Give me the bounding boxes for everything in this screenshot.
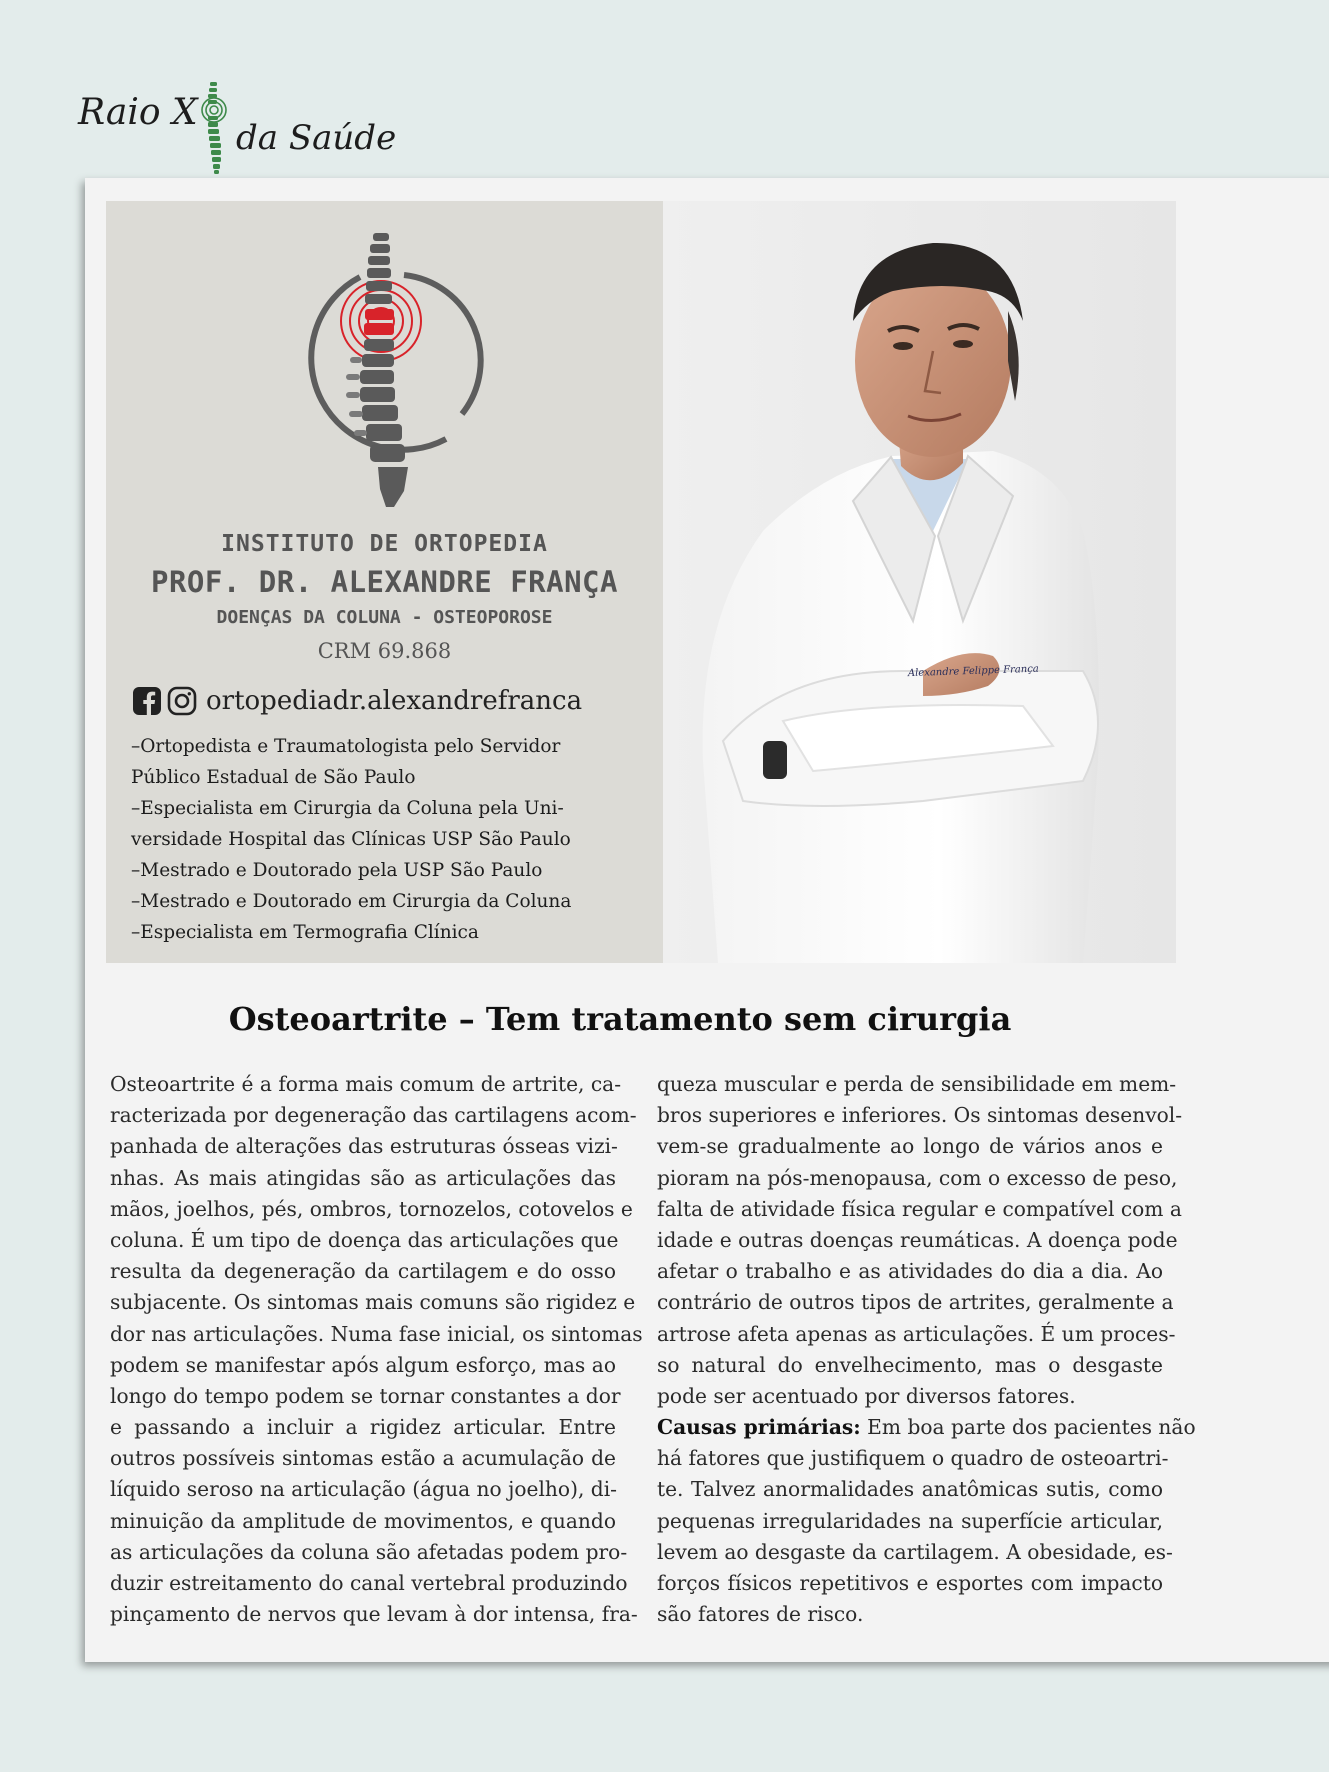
credential-line: –Mestrado e Doutorado pela USP São Paulo <box>131 860 543 881</box>
text-line: outros possíveis sintomas estão a acumulação de <box>110 1446 616 1471</box>
text-line: mãos, joelhos, pés, ombros, tornozelos, cotovelos e <box>110 1196 633 1221</box>
banner-info-panel <box>106 201 663 963</box>
coat-embroidery: Alexandre Felippe França <box>907 663 1039 680</box>
text-line: Osteoartrite é a forma mais comum de artrite, ca- <box>110 1072 622 1096</box>
doctor-name: PROF. DR. ALEXANDRE FRANÇA <box>151 565 618 599</box>
text-line: queza muscular e perda de sensibilidade em mem- <box>657 1072 1177 1096</box>
header-title-part1: Raio X <box>78 92 198 133</box>
text-line: há fatores que justifiquem o quadro de osteoartri- <box>657 1446 1169 1471</box>
text-line: te. Talvez anormalidades anatômicas sutis, como <box>657 1477 1163 1502</box>
text-line: longo do tempo podem se tornar constantes a dor <box>110 1383 621 1408</box>
institute-name: INSTITUTO DE ORTOPEDIA <box>221 531 548 557</box>
text-line: panhada de alterações das estruturas ósseas vizi- <box>110 1134 618 1159</box>
text-line: são fatores de risco. <box>657 1602 864 1627</box>
causes-text: Em boa parte dos pacientes não <box>860 1415 1196 1440</box>
text-line: e passando a incluir a rigidez articular. Entre <box>110 1415 616 1440</box>
credential-line: –Especialista em Termografia Clínica <box>131 922 479 943</box>
credentials-list <box>131 731 571 948</box>
text-line: afetar o trabalho e as atividades do dia a dia. Ao <box>657 1259 1163 1284</box>
doctor-portrait-image <box>663 201 1176 963</box>
text-line: bros superiores e inferiores. Os sintomas desenvol- <box>657 1103 1183 1128</box>
facebook-icon <box>132 686 162 716</box>
doctor-photo <box>663 201 1176 963</box>
text-line: so natural do envelhecimento, mas o desgaste <box>657 1352 1163 1377</box>
text-line: racterizada por degeneração das cartilagens acom- <box>110 1103 637 1128</box>
text-line: as articulações da coluna são afetadas podem pro- <box>110 1539 628 1564</box>
credential-line: –Ortopedista e Traumatologista pelo Servidor <box>131 736 561 757</box>
crm-number: CRM 69.868 <box>317 639 452 663</box>
social-handle-row <box>132 681 582 721</box>
text-line: coluna. É um tipo de doença das articulações que <box>110 1227 619 1252</box>
instagram-icon <box>167 686 197 716</box>
specialty-line: DOENÇAS DA COLUNA - OSTEOPOROSE <box>216 607 553 628</box>
text-line: dor nas articulações. Numa fase inicial, os sintomas <box>110 1321 643 1346</box>
credential-line: versidade Hospital das Clínicas USP São Paulo <box>131 829 571 850</box>
text-line: pequenas irregularidades na superfície articular, <box>657 1508 1163 1533</box>
article-column-right <box>657 1069 1196 1630</box>
text-line: podem se manifestar após algum esforço, mas ao <box>110 1352 616 1377</box>
institute-spine-logo-icon <box>256 229 516 519</box>
text-line: contrário de outros tipos de artrites, geralmente a <box>657 1290 1174 1315</box>
text-line: nhas. As mais atingidas são as articulações das <box>110 1165 616 1190</box>
causes-label: Causas primárias: <box>657 1415 861 1440</box>
text-line: duzir estreitamento do canal vertebral produzindo <box>110 1571 628 1595</box>
credential-line: Público Estadual de São Paulo <box>131 767 416 788</box>
text-line: resulta da degeneração da cartilagem e do osso <box>110 1259 616 1284</box>
article-card <box>85 178 1329 1662</box>
text-line: forços físicos repetitivos e esportes com impacto <box>657 1571 1163 1595</box>
text-line: minuição da amplitude de movimentos, e quando <box>110 1508 616 1533</box>
spine-logo-icon <box>192 80 236 175</box>
text-line: líquido seroso na articulação (água no joelho), di- <box>110 1477 617 1502</box>
text-line: pode ser acentuado por diversos fatores. <box>657 1383 1076 1408</box>
section-header <box>78 80 398 175</box>
article-column-left <box>110 1069 643 1630</box>
header-title-part2: da Saúde <box>236 118 397 158</box>
text-line: vem-se gradualmente ao longo de vários anos e <box>657 1134 1163 1159</box>
text-line: artrose afeta apenas as articulações. É um proces- <box>657 1321 1176 1346</box>
credential-line: –Especialista em Cirurgia da Coluna pela Uni- <box>131 798 564 819</box>
text-line: levem ao desgaste da cartilagem. A obesidade, es- <box>657 1539 1173 1564</box>
text-line: falta de atividade física regular e compatível com a <box>657 1196 1182 1221</box>
text-line: pioram na pós-menopausa, com o excesso de peso, <box>657 1165 1178 1190</box>
advertisement-banner <box>106 201 1176 963</box>
credential-line: –Mestrado e Doutorado em Cirurgia da Coluna <box>131 891 572 912</box>
social-handle: ortopediadr.alexandrefranca <box>206 686 583 716</box>
text-line: pinçamento de nervos que levam à dor intensa, fra- <box>110 1602 638 1627</box>
causes-line <box>657 1412 1196 1443</box>
text-line: idade e outras doenças reumáticas. A doença pode <box>657 1227 1178 1252</box>
text-line: subjacente. Os sintomas mais comuns são rigidez e <box>110 1290 636 1315</box>
article-title: Osteoartrite – Tem tratamento sem cirurgia <box>228 1000 1012 1038</box>
